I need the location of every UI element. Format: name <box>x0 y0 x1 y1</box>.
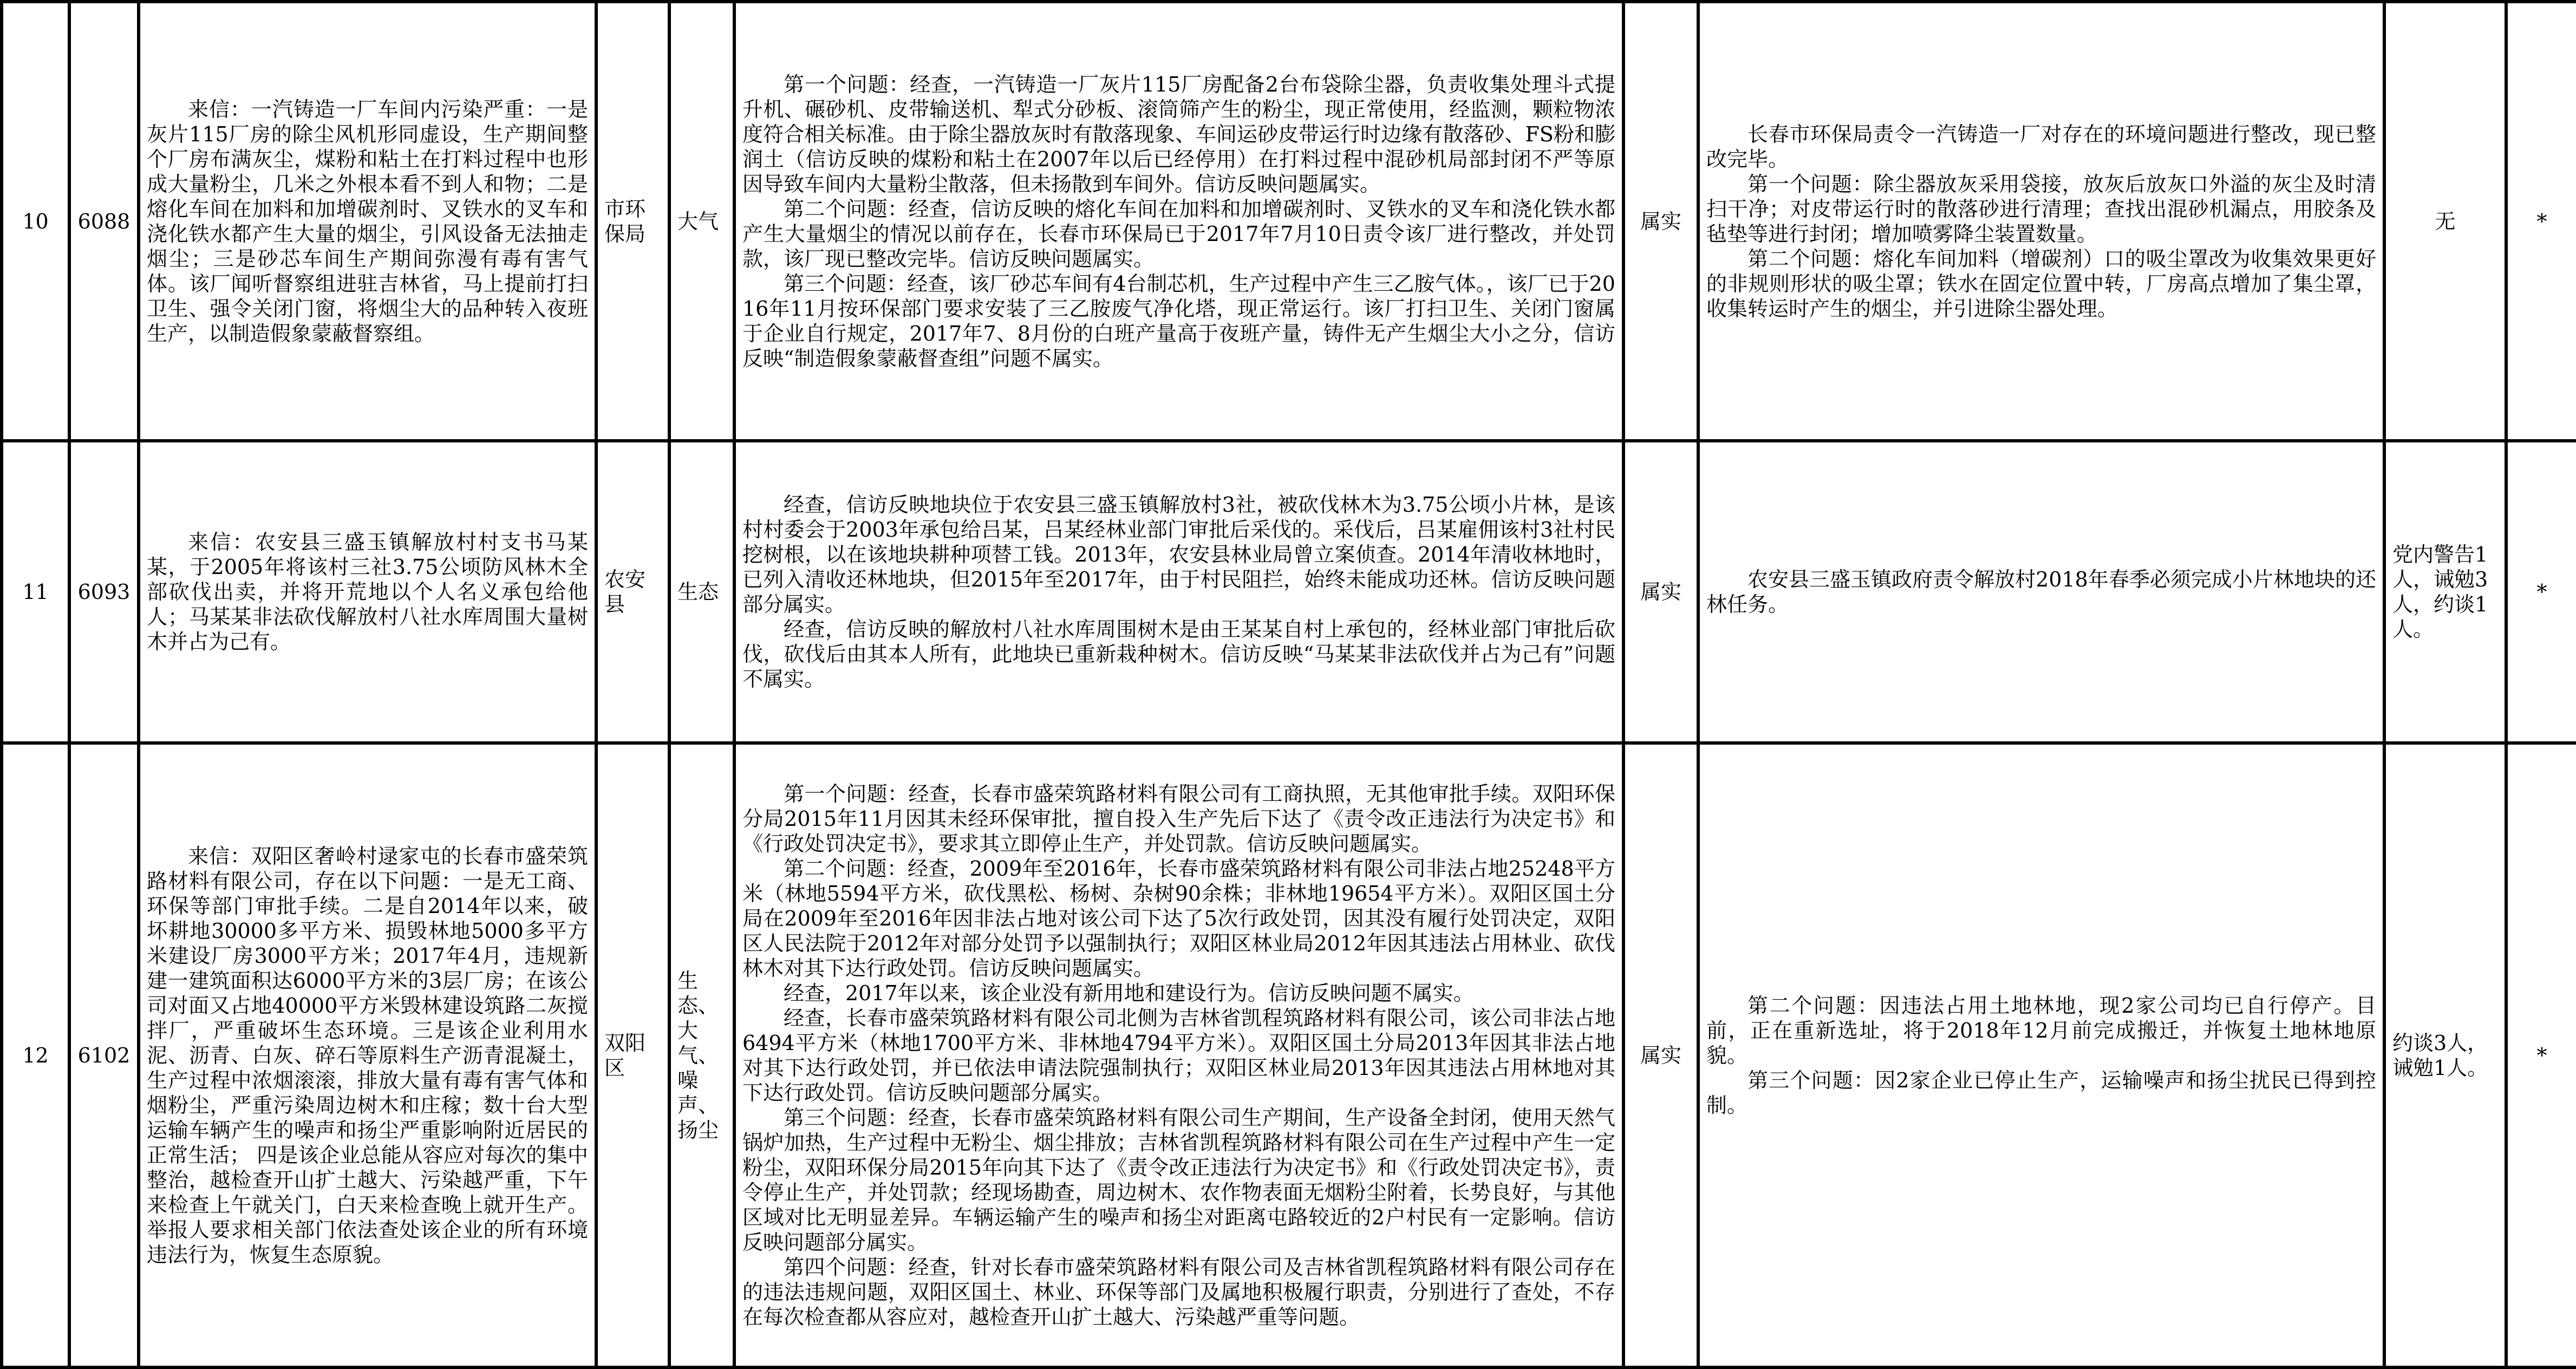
rectification-paragraph: 第二个问题：因违法占用土地林地，现2家公司均已自行停产。目前，正在重新选址，将于2018年12月前完成搬迁，并恢复土地林地原貌。 <box>1706 993 2376 1067</box>
rectification-paragraph: 第三个问题：因2家企业已停止生产，运输噪声和扬尘扰民已得到控制。 <box>1706 1068 2376 1117</box>
accountability: 约谈3人，诫勉1人。 <box>2384 743 2506 1367</box>
complaint-text: 来信：一汽铸造一厂车间内污染严重：一是灰片115厂房的除尘风机形同虚设，生产期间整个厂房布满灰尘，煤粉和粘土在打料过程中也形成大量粉尘，几米之外根本看不到人和物；二是熔化车间在加料和加增碳剂时、叉铁水的叉车和浇化铁水都产生大量的烟尘，引风设备无法抽走烟尘；三是砂芯车间生产期间弥漫有毒有害气体。该厂闻听督察组进驻吉林省，马上提前打扫卫生、强令关闭门窗，将烟尘大的品种转入夜班生产，以制造假象蒙蔽督察组。 <box>147 97 588 345</box>
finding-paragraph: 经查，长春市盛荣筑路材料有限公司北侧为吉林省凯程筑路材料有限公司，该公司非法占地6494平方米（林地1700平方米、非林地4794平方米）。双阳区国土分局2013年因其非法占地对其下达行政处罚，并已依法申请法院强制执行；双阳区林业局2013年因其违法占用林地对其下达行政处罚。信访反映问题部分属实。 <box>742 1006 1615 1105</box>
verdict: 属实 <box>1623 743 1698 1367</box>
verdict: 属实 <box>1623 2 1698 441</box>
complaint-content <box>139 2 596 441</box>
pollution-type: 生态、大气、噪声、扬尘 <box>669 743 734 1367</box>
finding-paragraph: 第四个问题：经查，针对长春市盛荣筑路材料有限公司及吉林省凯程筑路材料有限公司存在的违法违规问题，双阳区国土、林业、环保等部门及属地积极履行职责，分别进行了查处，不存在每次检查都从容应对，越检查开山扩土越大、污染越严重等问题。 <box>742 1255 1615 1329</box>
rectification-paragraph: 农安县三盛玉镇政府责令解放村2018年春季必须完成小片林地块的还林任务。 <box>1706 568 2376 616</box>
complaint-code: 6088 <box>69 2 139 441</box>
complaint-content <box>139 743 596 1367</box>
table-row <box>2 441 2576 743</box>
row-number: 10 <box>2 2 69 441</box>
finding-paragraph: 经查，2017年以来，该企业没有新用地和建设行为。信访反映问题不属实。 <box>784 981 1474 1005</box>
rectification <box>1698 743 2384 1367</box>
rectification-paragraph: 第一个问题：除尘器放灰采用袋接，放灰后放灰口外溢的灰尘及时清扫干净；对皮带运行时的散落砂进行清理；查找出混砂机漏点，用胶条及毡垫等进行封闭；增加喷雾降尘装置数量。 <box>1706 172 2376 246</box>
complaint-content <box>139 441 596 743</box>
complaint-text: 来信：双阳区奢岭村逯家屯的长春市盛荣筑路材料有限公司，存在以下问题：一是无工商、环保等部门审批手续。二是自2014年以来，破坏耕地30000多平方米、损毁林地5000多平方米建设厂房3000平方米；2017年4月，违规新建一建筑面积达6000平方米的3层厂房；在该公司对面又占地40000平方米毁林建设筑路二灰搅拌厂，严重破坏生态环境。三是该企业利用水泥、沥青、白灰、碎石等原料生产沥青混凝土，生产过程中浓烟滚滚，排放大量有毒有害气体和烟粉尘，严重污染周边树木和庄稼；数十台大型运输车辆产生的噪声和扬尘严重影响附近居民的正常生活； 四是该企业总能从容应对每次的集中整治，越检查开山扩土越大、污染越严重，下午来检查上午就关门，白天来检查晚上就开生产。举报人要求相关部门依法查处该企业的所有环境违法行为，恢复生态原貌。 <box>147 844 588 1267</box>
pollution-type: 生态 <box>669 441 734 743</box>
accountability: 党内警告1人，诫勉3人，约谈1人。 <box>2384 441 2506 743</box>
finding-paragraph: 第二个问题：经查，信访反映的熔化车间在加料和加增碳剂时、叉铁水的叉车和浇化铁水都产生大量烟尘的情况以前存在，长春市环保局已于2017年7月10日责令该厂进行整改，并处罚款，该厂现已整改完毕。信访反映问题属实。 <box>742 197 1615 271</box>
investigation-findings <box>734 2 1623 441</box>
row-number: 11 <box>2 441 69 743</box>
finding-paragraph: 第一个问题：经查，长春市盛荣筑路材料有限公司有工商执照，无其他审批手续。双阳环保分局2015年11月因其未经环保审批，擅自投入生产先后下达了《责令改正违法行为决定书》和《行政处罚决定书》，要求其立即停止生产，并处罚款。信访反映问题属实。 <box>742 781 1615 856</box>
finding-paragraph: 经查，信访反映地块位于农安县三盛玉镇解放村3社，被砍伐林木为3.75公顷小片林，是该村村委会于2003年承包给吕某，吕某经林业部门审批后采伐的。采伐后，吕某雇佣该村3社村民挖树根，以在该地块耕种项替工钱。2013年，农安县林业局曾立案侦查。2014年清收林地时，已列入清收还林地块，但2015年至2017年，由于村民阻拦，始终未能成功还林。信访反映问题部分属实。 <box>742 493 1615 616</box>
pollution-type: 大气 <box>669 2 734 441</box>
finding-paragraph: 第二个问题：经查，2009年至2016年，长春市盛荣筑路材料有限公司非法占地25248平方米（林地5594平方米，砍伐黑松、杨树、杂树90余株；非林地19654平方米）。双阳区国土分局在2009年至2016年因非法占地对该公司下达了5次行政处罚，因其没有履行处罚决定，双阳区人民法院于2012年对部分处罚予以强制执行；双阳区林业局2012年因其违法占用林业、砍伐林木对其下达行政处罚。信访反映问题属实。 <box>742 856 1615 980</box>
table-row <box>2 743 2576 1367</box>
rectification-paragraph: 长春市环保局责令一汽铸造一厂对存在的环境问题进行整改，现已整改完毕。 <box>1706 122 2376 171</box>
complaint-text: 来信：农安县三盛玉镇解放村村支书马某某，于2005年将该村三社3.75公顷防风林木全部砍伐出卖，并将开荒地以个人名义承包给他人；马某某非法砍伐解放村八社水库周围大量树木并占为己有。 <box>147 530 588 654</box>
complaint-code: 6102 <box>69 743 139 1367</box>
finding-paragraph: 经查，信访反映的解放村八社水库周围树木是由王某某自村上承包的，经林业部门审批后砍伐，砍伐后由其本人所有，此地块已重新栽种树木。信访反映“马某某非法砍伐并占为己有”问题不属实。 <box>742 617 1615 691</box>
rectification <box>1698 2 2384 441</box>
investigation-findings <box>734 743 1623 1367</box>
table-row <box>2 2 2576 441</box>
complaint-code: 6093 <box>69 441 139 743</box>
verdict: 属实 <box>1623 441 1698 743</box>
mark: * <box>2506 743 2576 1367</box>
district: 市环保局 <box>596 2 669 441</box>
finding-paragraph: 第一个问题：经查，一汽铸造一厂灰片115厂房配备2台布袋除尘器，负责收集处理斗式提升机、碾砂机、皮带输送机、犁式分砂板、滚筒筛产生的粉尘，现正常使用，经监测，颗粒物浓度符合相关标准。由于除尘器放灰时有散落现象、车间运砂皮带运行时边缘有散落砂、FS粉和膨润土（信访反映的煤粉和粘土在2007年以后已经停用）在打料过程中混砂机局部封闭不严等原因导致车间内大量粉尘散落，但未扬散到车间外。信访反映问题属实。 <box>742 72 1615 196</box>
finding-paragraph: 第三个问题：经查，该厂砂芯车间有4台制芯机，生产过程中产生三乙胺气体。，该厂已于2016年11月按环保部门要求安装了三乙胺废气净化塔，现正常运行。该厂打扫卫生、关闭门窗属于企业自行规定，2017年7、8月份的白班产量高于夜班产量，铸件无产生烟尘大小之分，信访反映“制造假象蒙蔽督查组”问题不属实。 <box>742 271 1615 370</box>
rectification <box>1698 441 2384 743</box>
row-number: 12 <box>2 743 69 1367</box>
mark: * <box>2506 441 2576 743</box>
rectification-paragraph: 第二个问题：熔化车间加料（增碳剂）口的吸尘罩改为收集效果更好的非规则形状的吸尘罩；铁水在固定位置中转，厂房高点增加了集尘罩，收集转运时产生的烟尘，并引进除尘器处理。 <box>1706 246 2376 321</box>
investigation-findings <box>734 441 1623 743</box>
district: 农安县 <box>596 441 669 743</box>
district: 双阳区 <box>596 743 669 1367</box>
finding-paragraph: 第三个问题：经查，长春市盛荣筑路材料有限公司生产期间，生产设备全封闭，使用天然气锅炉加热，生产过程中无粉尘、烟尘排放；吉林省凯程筑路材料有限公司在生产过程中产生一定粉尘，双阳环保分局2015年向其下达了《责令改正违法行为决定书》和《行政处罚决定书》，责令停止生产，并处罚款；经现场勘查，周边树木、农作物表面无烟粉尘附着，长势良好，与其他区域对比无明显差异。车辆运输产生的噪声和扬尘对距离屯路较近的2户村民有一定影响。信访反映问题部分属实。 <box>742 1105 1615 1254</box>
accountability: 无 <box>2384 2 2506 441</box>
mark: * <box>2506 2 2576 441</box>
